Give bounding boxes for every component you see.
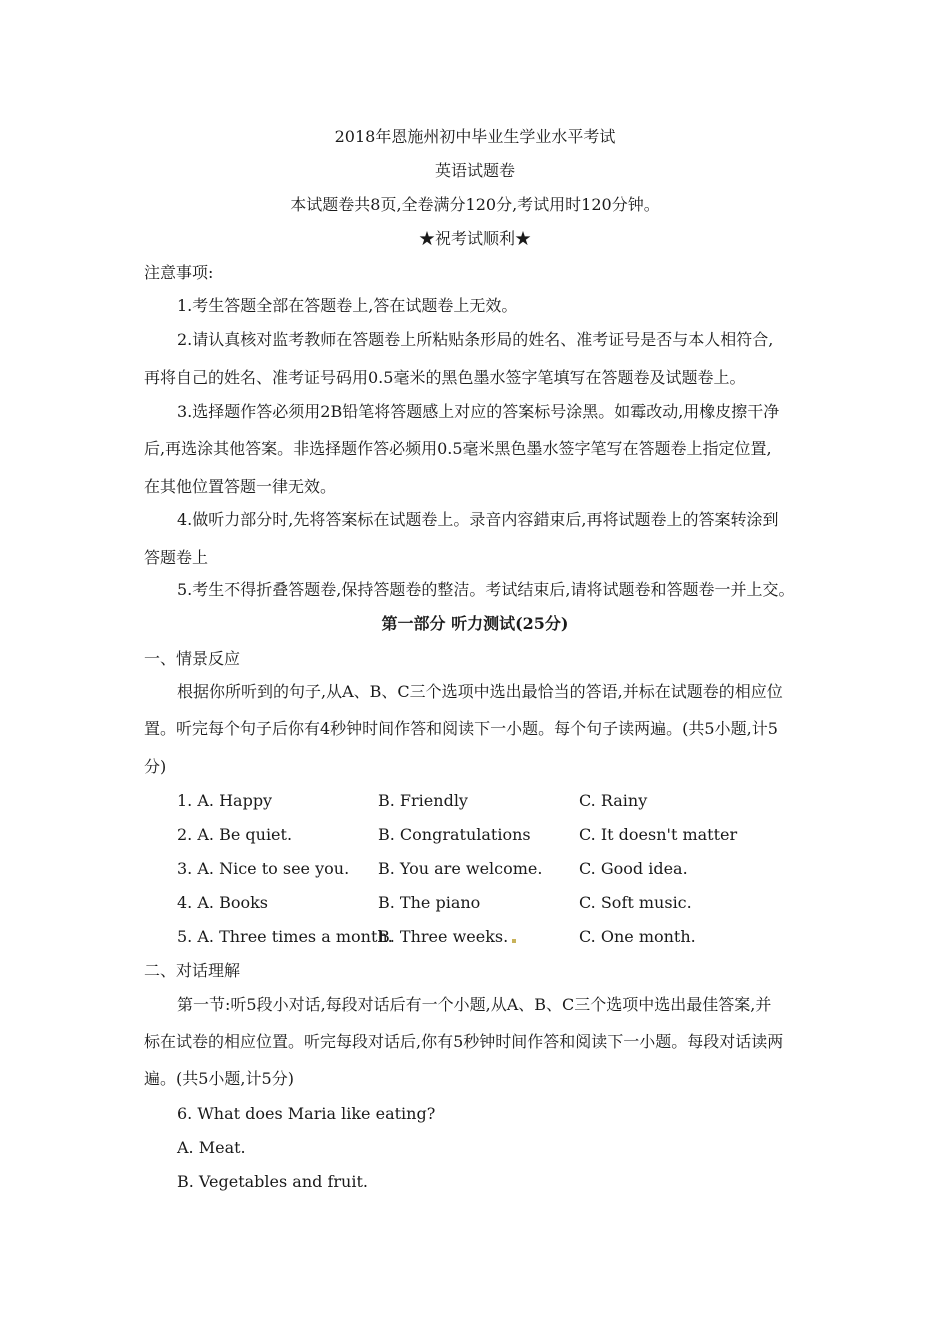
- option-b: B. Three weeks.: [378, 927, 509, 946]
- section2-heading: 二、对话理解: [144, 961, 241, 980]
- option-c: C. Good idea.: [579, 859, 688, 878]
- section1-heading: 一、情景反应: [144, 649, 241, 668]
- option-a: 3. A. Nice to see you.: [177, 859, 350, 878]
- note-line: 5.考生不得折叠答题卷,保持答题卷的整洁。考试结束后,请将试题卷和答题卷一并上交。: [177, 580, 795, 599]
- option-b: B. The piano: [378, 893, 481, 912]
- option-a: 5. A. Three times a month.: [177, 927, 393, 946]
- option-b: B. You are welcome.: [378, 859, 543, 878]
- note-line: 2.请认真核对监考教师在答题卷上所粘贴条形局的姓名、准考证号是否与本人相符合,: [177, 330, 774, 349]
- note-line: 1.考生答题全部在答题卷上,答在试题卷上无效。: [177, 296, 518, 315]
- section1-instruction: 分): [144, 757, 167, 776]
- exam-title: 2018年恩施州初中毕业生学业水平考试: [334, 127, 616, 146]
- exam-info: 本试题卷共8页,全卷满分120分,考试用时120分钟。: [290, 195, 660, 214]
- option-c: C. One month.: [579, 927, 696, 946]
- section1-instruction: 根据你所听到的句子,从A、B、C三个选项中选出最恰当的答语,并标在试题卷的相应位: [177, 682, 783, 701]
- note-line: 后,再选涂其他答案。非选择题作答必频用0.5毫米黑色墨水签字笔写在答题卷上指定位置,: [144, 439, 772, 458]
- section2-instruction: 第一节:听5段小对话,每段对话后有一个小题,从A、B、C三个选项中选出最佳答案,并: [177, 995, 772, 1014]
- note-line: 再将自己的姓名、准考证号码用0.5毫米的黑色墨水签字笔填写在答题卷及试题卷上。: [144, 368, 746, 387]
- option-a: 2. A. Be quiet.: [177, 825, 293, 844]
- option-a: 1. A. Happy: [177, 791, 273, 810]
- notes-heading: 注意事项:: [144, 263, 214, 282]
- exam-wish: ★祝考试顺利★: [418, 229, 531, 248]
- section2-instruction: 标在试卷的相应位置。听完每段对话后,你有5秒钟时间作答和阅读下一小题。每段对话读两: [144, 1032, 784, 1051]
- note-line: 3.选择题作答必须用2B铅笔将答题感上对应的答案标号涂黑。如霉改动,用橡皮擦干净: [177, 402, 780, 421]
- option-c: C. Soft music.: [579, 893, 692, 912]
- part1-title: 第一部分 听力测试(25分): [381, 614, 569, 633]
- section1-instruction: 置。听完每个句子后你有4秒钟时间作答和阅读下一小题。每个句子读两遍。(共5小题,计5: [144, 719, 778, 738]
- option-a: 4. A. Books: [177, 893, 269, 912]
- option-b: B. Friendly: [378, 791, 468, 810]
- question-6-option-a: A. Meat.: [177, 1138, 246, 1157]
- note-line: 4.做听力部分时,先将答案标在试题卷上。录音内容錯束后,再将试题卷上的答案转涂到: [177, 510, 779, 529]
- note-line: 答题卷上: [144, 548, 209, 567]
- exam-subtitle: 英语试题卷: [434, 161, 515, 180]
- question-6-option-b: B. Vegetables and fruit.: [177, 1172, 368, 1191]
- section2-instruction: 遍。(共5小题,计5分): [144, 1069, 294, 1088]
- option-c: C. Rainy: [579, 791, 648, 810]
- option-c: C. It doesn't matter: [579, 825, 738, 844]
- question-6-stem: 6. What does Maria like eating?: [177, 1104, 436, 1123]
- option-b: B. Congratulations: [378, 825, 531, 844]
- note-line: 在其他位置答题一律无效。: [144, 477, 337, 496]
- scan-speck: [512, 939, 516, 943]
